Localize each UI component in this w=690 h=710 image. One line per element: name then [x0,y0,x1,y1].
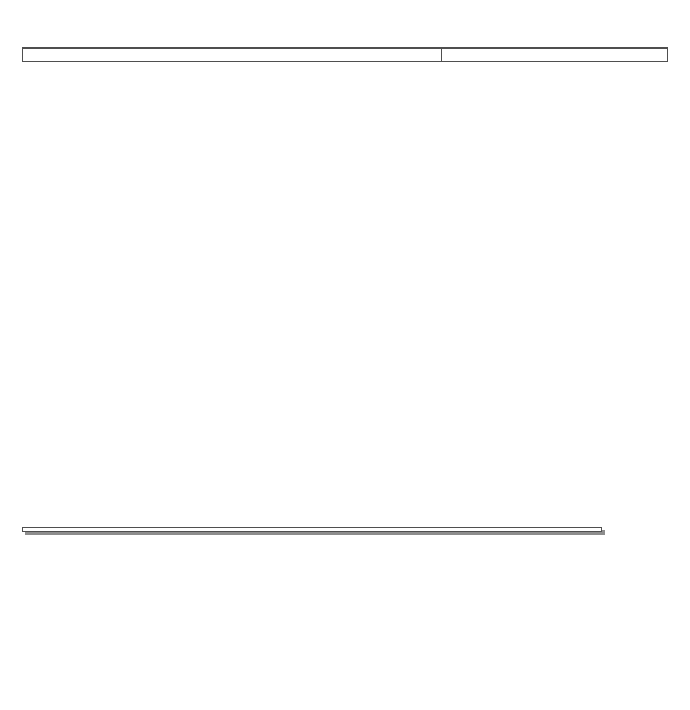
notice-table [22,47,668,62]
notice-table-bottom [23,48,667,61]
schedule-table [22,527,602,532]
side-note-cell [441,49,667,61]
notice-table-noted-sections [23,49,441,61]
